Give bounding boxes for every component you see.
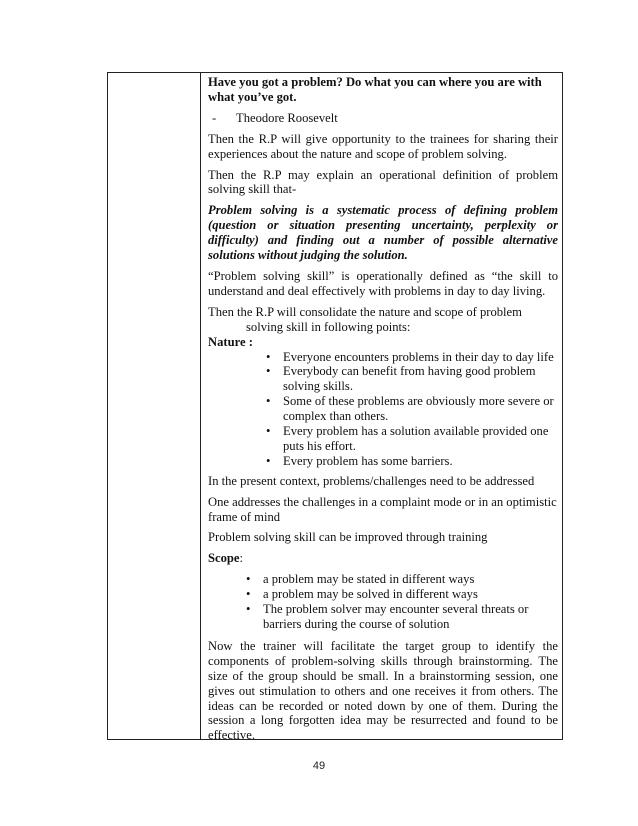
paragraph-explain: Then the R.P may explain an operational definition of problem solving skill that-: [208, 167, 558, 197]
list-item: • Everybody can benefit from having good problem solving skills.: [263, 364, 558, 394]
list-item: • Everyone encounters problems in their day to day life: [263, 350, 558, 365]
closing-paragraph: Now the trainer will facilitate the target group to identify the components of problem-solving skills through brainstorming. The size of the group should be small. In a brainstorming session, one gives out stimulation to others and one receives it from others. The ideas can be recorded or noted down by one of them. During the session a long forgotten idea may be resurrected and found to be effective.: [208, 638, 558, 743]
nature-list: [208, 350, 558, 469]
list-item: • Every problem has a solution available provided one puts his effort.: [263, 424, 558, 454]
consolidate-line-2: solving skill in following points:: [246, 319, 411, 334]
nature-heading: Nature :: [208, 334, 253, 349]
list-item: • a problem may be solved in different ways: [243, 587, 558, 602]
list-item: • Every problem has some barriers.: [263, 454, 558, 469]
definition-paragraph: Problem solving is a systematic process of defining problem (question or situation presenting uncertainty, perplexity or difficulty) and finding out a number of possible alternative solutions without judging the solution.: [208, 203, 558, 263]
quote-dash: -: [212, 110, 217, 125]
left-column: [108, 73, 201, 739]
scope-heading: Scope: [208, 551, 240, 566]
scope-colon: :: [239, 551, 243, 566]
paragraph-operational: “Problem solving skill” is operationally defined as “the skill to understand and deal effectively with problems in day to day living.: [208, 268, 558, 298]
right-column: [208, 75, 558, 749]
scope-list: [208, 572, 558, 632]
paragraph-context: In the present context, problems/challenges need to be addressed: [208, 473, 535, 488]
quote-author: Theodore Roosevelt: [236, 110, 338, 125]
paragraph-mode: One addresses the challenges in a complaint mode or in an optimistic frame of mind: [208, 494, 557, 524]
content-table: [107, 72, 563, 743]
paragraph-consolidate: [208, 305, 558, 335]
paragraph-sharing: Then the R.P will give opportunity to the trainees for sharing their experiences about the nature and scope of problem solving.: [208, 131, 558, 161]
list-item: • The problem solver may encounter several threats or barriers during the course of solution: [243, 602, 558, 632]
quote-text: Have you got a problem? Do what you can where you are with what you’ve got.: [208, 75, 542, 104]
page-number: 49: [312, 760, 326, 772]
list-item: • Some of these problems are obviously more severe or complex than others.: [263, 394, 558, 424]
paragraph-training: Problem solving skill can be improved through training: [208, 530, 488, 545]
list-item: • a problem may be stated in different ways: [243, 572, 558, 587]
scope-heading-line: [208, 551, 558, 566]
consolidate-line-1: Then the R.P will consolidate the nature and scope of problem: [208, 304, 522, 319]
quote-attribution: [208, 111, 558, 126]
